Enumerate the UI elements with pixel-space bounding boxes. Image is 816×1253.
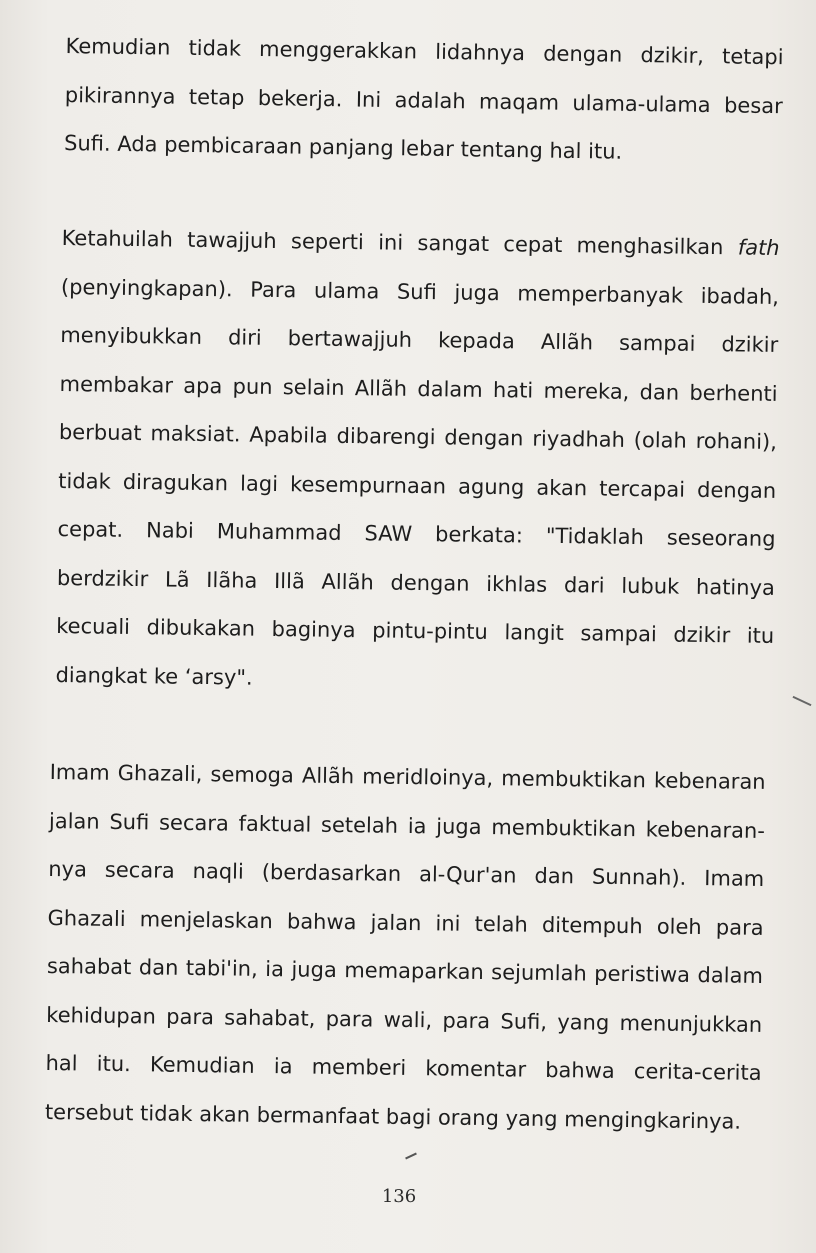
paragraph-line: Sufi. Ada pembicaraan panjang lebar tentang hal itu. bbox=[63, 130, 623, 164]
paragraph-line-text: Ketahuilah tawajjuh seperti ini sangat cepat menghasilkan bbox=[61, 225, 738, 260]
paragraph-line: (penyingkapan). Para ulama Sufi juga memperbanyak ibadah, bbox=[60, 274, 780, 309]
paragraph-line: jalan Sufi secara faktual setelah ia juga membuktikan kebenaran- bbox=[48, 808, 766, 843]
paragraph-line: Kemudian tidak menggerakkan lidahnya dengan dzikir, tetapi bbox=[65, 33, 784, 70]
paragraph-line: menyibukkan diri bertawajjuh kepada Allãh sampai dzikir bbox=[60, 322, 779, 358]
paragraph-line: berdzikir Lã Ilãha Illã Allãh dengan ikhlas dari lubuk hatinya bbox=[56, 565, 776, 600]
paragraph-line: kecuali dibukakan baginya pintu-pintu langit sampai dzikir itu bbox=[56, 613, 775, 648]
paragraph-line: nya secara naqli (berdasarkan al-Qur'an dan Sunnah). Imam bbox=[48, 856, 765, 891]
italic-term: fath bbox=[737, 235, 780, 261]
paragraph-line: hal itu. Kemudian ia memberi komentar bahwa cerita-cerita bbox=[45, 1050, 762, 1085]
paragraph-line: tersebut tidak akan bermanfaat bagi orang yang mengingkarinya. bbox=[44, 1099, 742, 1134]
page-number: 136 bbox=[381, 1186, 417, 1207]
paragraph-3 bbox=[45, 748, 766, 1146]
pen-mark bbox=[405, 1153, 417, 1160]
paragraph-line: kehidupan para sahabat, para wali, para Sufi, yang menunjukkan bbox=[46, 1002, 763, 1037]
paragraph-2 bbox=[55, 214, 780, 709]
pen-mark bbox=[793, 696, 812, 706]
paragraph-line: diangkat ke ‘arsy". bbox=[55, 662, 253, 690]
paragraph-line: Imam Ghazali, semoga Allãh meridloinya, membuktikan kebenaran bbox=[49, 759, 766, 794]
paragraph-line: Ghazali menjelaskan bahwa jalan ini telah ditempuh oleh para bbox=[47, 905, 764, 940]
paragraph-line: tidak diragukan lagi kesempurnaan agung akan tercapai dengan bbox=[58, 468, 777, 503]
paragraph-line: membakar apa pun selain Allãh dalam hati mereka, dan berhenti bbox=[59, 371, 778, 406]
paragraph-line: cepat. Nabi Muhammad SAW berkata: "Tidaklah seseorang bbox=[57, 516, 776, 551]
paragraph-line: sahabat dan tabi'in, ia juga memaparkan sejumlah peristiwa dalam bbox=[46, 953, 764, 988]
paragraph-line: berbuat maksiat. Apabila dibarengi dengan riyadhah (olah rohani), bbox=[58, 419, 778, 455]
paragraph-line: pikirannya tetap bekerja. Ini adalah maqam ulama-ulama besar bbox=[64, 82, 783, 118]
paragraph-1 bbox=[64, 22, 784, 179]
